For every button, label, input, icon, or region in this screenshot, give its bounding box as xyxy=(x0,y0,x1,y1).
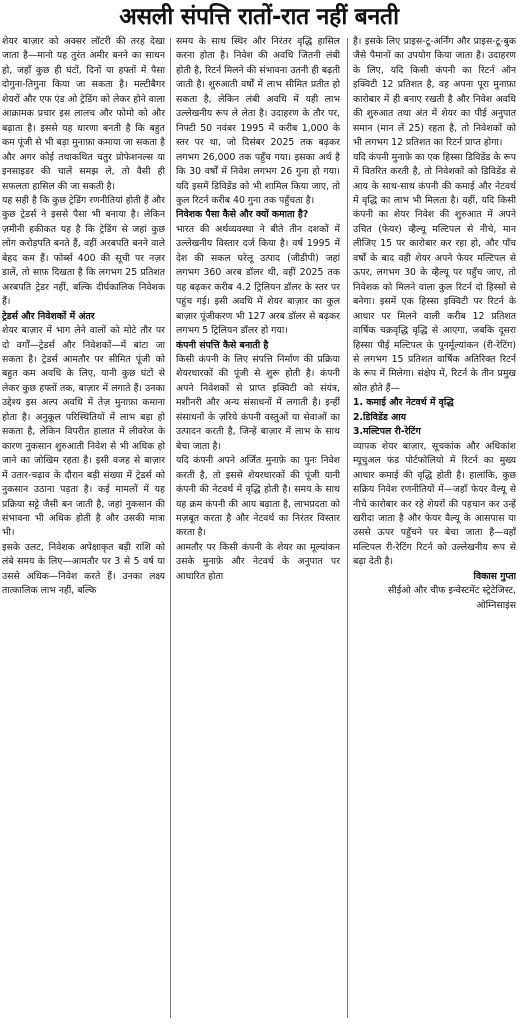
paragraph: व्यापक शेयर बाज़ार, सूचकांक और अधिकांश म्यूचुअल फंड पोर्टफोलियो में रिटर्न का मुख्य आधार कमाई की वृद्धि होती है। हालांकि, कुछ सक्रिय निवेश रणनीतियों में—जहाँ फेयर वैल्यू से नीचे कारोबार कर रहे शेयरों की पहचान कर उन्हें खरीदा जाता है और फेयर वैल्यू के आसपास या उससे ऊपर पहुँचने पर बेचा जाता है—वहाँ मल्टिपल री-रेटिंग रिटर्न को उल्लेखनीय रूप से बढ़ा देती है। xyxy=(353,440,516,568)
headline: असली संपत्ति रातों-रात नहीं बनती xyxy=(119,4,399,30)
article-column-1 xyxy=(2,35,165,1020)
paragraph: समय के साथ स्थिर और निरंतर वृद्धि हासिल करना होता है। निवेश की अवधि जितनी लंबी होती है, रिटर्न मिलने की संभावना उतनी ही बढ़ती जाती है। शुरुआती वर्षों में लाभ सीमित प्रतीत हो सकता है, लेकिन लंबी अवधि में यही लाभ उल्लेखनीय रूप ले लेता है। उदाहरण के तौर पर, निफ्टी 50 नवंबर 1995 में करीब 1,000 के स्तर पर था, जो दिसंबर 2025 तक बढ़कर लगभग 26,000 तक पहुँच गया। इसका अर्थ है कि 30 वर्षों में निवेश लगभग 26 गुना हो गया। यदि इसमें डिविडेंड को भी शामिल किया जाए, तो कुल रिटर्न करीब 40 गुना तक पहुँचता है। xyxy=(176,36,340,206)
subheading: निवेशक पैसा कैसे और क्यों कमाता है? xyxy=(176,209,309,221)
author-role: सीईओ और चीफ इन्वेस्टमेंट स्ट्रेटेजिस्ट, ओम्निसाइंस xyxy=(388,585,516,611)
paragraph: है। इसके लिए प्राइस-टू-अर्निंग और प्राइस-टू-बुक जैसे पैमानों का उपयोग किया जाता है। उदाहरण के लिए, यदि किसी कंपनी का रिटर्न ऑन इक्विटी 12 प्रतिशत है, वह अपना पूरा मुनाफ़ा कारोबार में ही बनाए रखती है और निवेश अवधि की शुरुआत तथा अंत में शेयर का पीई अनुपात समान (मान लें 25) रहता है, तो निवेशकों को भी लगभग 12 प्रतिशत का रिटर्न प्राप्त होगा। xyxy=(353,36,516,149)
paragraph: शेयर बाज़ार को अक्सर लॉटरी की तरह देखा जाता है—मानो यह तुरंत अमीर बनने का साधन हो, जहाँ कुछ ही घंटों, दिनों या हफ्तों में पैसा दोगुना-तिगुना किया जा सकता है। मल्टीबैगर शेयरों और एफ एंड ओ ट्रेडिंग को लेकर होने वाला आक्रामक प्रचार इस लालच और फोमो को और बढ़ाता है। इससे यह धारणा बनती है कि बहुत कम पूंजी से भी बड़ा मुनाफ़ा कमाया जा सकता है और अगर कोई तथाकथित चतुर प्रोफेशनल्स या इनसाइडर की चालें समझ ले, तो वैसी ही सफलता हासिल की जा सकती है। xyxy=(2,36,165,192)
paragraph: आमतौर पर किसी कंपनी के शेयर का मूल्यांकन उसके मुनाफ़े और नेटवर्थ के अनुपात पर आधारित होता xyxy=(176,541,340,582)
article-column-3 xyxy=(353,35,516,1020)
paragraph: इसके उलट, निवेशक अपेक्षाकृत बड़ी राशि को लंबे समय के लिए—आमतौर पर 3 से 5 वर्ष या उससे अधिक—निवेश करते हैं। उनका लक्ष्य तात्कालिक लाभ नहीं, बल्कि xyxy=(2,541,165,597)
column-divider xyxy=(347,38,348,1018)
paragraph: यदि कंपनी मुनाफ़े का एक हिस्सा डिविडेंड के रूप में वितरित करती है, तो निवेशकों को डिविडेंड से आय के साथ-साथ कंपनी की कमाई और नेटवर्थ में वृद्धि का लाभ भी मिलता है। वहीं, यदि किसी कंपनी का शेयर निवेश की शुरुआत में अपने उचित (फेयर) व्हैल्यू मल्टिपल से नीचे, मान लीजिए 15 पर कारोबार कर रहा हो, और पाँच वर्षों के बाद वही शेयर अपने फेयर मल्टिपल से ऊपर, लगभग 30 के व्हैल्यू पर पहुँच जाए, तो निवेशक को मिलने वाला कुल रिटर्न दो हिस्सों से बनेगा। इसमें एक हिस्सा इक्विटी पर रिटर्न के आधार पर मिलने वाली करीब 12 प्रतिशत वार्षिक चक्रवृद्धि वृद्धि से आएगा, जबकि दूसरा हिस्सा पीई मल्टिपल के पुनर्मूल्यांकन (री-रेटिंग) से लगभग 15 प्रतिशत वार्षिक अतिरिक्त रिटर्न के रूप में मिलेगा। संक्षेप में, रिटर्न के तीन प्रमुख स्रोत होते हैं— xyxy=(353,151,516,394)
author-byline xyxy=(353,570,516,584)
subheading: ट्रेडर्स और निवेशकों में अंतर xyxy=(2,310,95,322)
paragraph: भारत की अर्थव्यवस्था ने बीते तीन दशकों में उल्लेखनीय विस्तार दर्ज किया है। वर्ष 1995 में देश की सकल घरेलू उत्पाद (जीडीपी) जहां लगभग 360 अरब डॉलर थी, वहीं 2025 तक यह बढ़कर करीब 4.2 ट्रिलियन डॉलर के स्तर पर पहुंच गई। इसी अवधि में शेयर बाज़ार का कुल बाज़ार पूंजीकरण भी 127 अरब डॉलर से बढ़कर लगभग 5 ट्रिलियन डॉलर हो गया। xyxy=(176,223,340,337)
author-name: विकास गुप्ता xyxy=(473,570,516,582)
subheading: कंपनी संपत्ति कैसे बनाती है xyxy=(176,339,269,351)
paragraph: यदि कंपनी अपने अर्जित मुनाफ़े का पुनः निवेश करती है, तो इससे शेयरधारकों की पूंजी यानी कंपनी की नेटवर्थ में वृद्धि होती है। समय के साथ यह क्रम कंपनी की आय बढ़ाता है, लाभप्रदता को मज़बूत करता है और नेटवर्थ का निरंतर विस्तार करता है। xyxy=(176,455,340,539)
list-item: 3.मल्टिपल री-रेटिंग xyxy=(353,426,421,438)
column-divider xyxy=(170,38,171,1018)
paragraph: शेयर बाज़ार में भाग लेने वालों को मोटे तौर पर दो वर्गों—ट्रेडर्स और निवेशकों—में बांटा जा सकता है। ट्रेडर्स आमतौर पर सीमित पूंजी को बहुत कम अवधि के लिए, यानी कुछ घंटों से लेकर कुछ हफ्तों तक, बाज़ार में लगाते हैं। उनका उद्देश्य इस अल्प अवधि में तेज़ मुनाफ़ा कमाना होता है। अनुकूल परिस्थितियों में लाभ बड़ा हो सकता है, लेकिन विपरीत हालात में लीवरेज के कारण नुकसान शुरुआती निवेश से भी अधिक हो जाने का जोखिम रहता है। इसी वजह से बाज़ार में उतार-चढ़ाव के दौरान बड़ी संख्या में ट्रेडर्स को नुकसान उठाना पड़ता है। कई मामलों में यह प्रक्रिया सट्टे जैसी बन जाती है, जहां नुकसान की संभावना भी अधिक होती है और उसकी मात्रा भी। xyxy=(2,325,165,539)
list-item: 2.डिविडेंड आय xyxy=(353,411,407,423)
article-column-2 xyxy=(176,35,340,1020)
paragraph: यह सही है कि कुछ ट्रेडिंग रणनीतियां होती हैं और कुछ ट्रेडर्स ने इससे पैसा भी बनाया है। लेकिन ज़मीनी हकीकत यह है कि ट्रेडिंग से जहां कुछ लोग करोड़पति बनते हैं, वहीं अरबपति बनने वाले बेहद कम हैं। फोर्ब्स 400 की सूची पर नज़र डालें, तो साफ़ दिखता है कि लगभग 25 प्रतिशत अरबपति ट्रेडर नहीं, बल्कि दीर्घकालिक निवेशक हैं। xyxy=(2,194,165,308)
list-item: 1. कमाई और नेटवर्थ में वृद्धि xyxy=(353,397,454,409)
paragraph: किसी कंपनी के लिए संपत्ति निर्माण की प्रक्रिया शेयरधारकों की पूंजी से शुरू होती है। कंपनी अपने निवेशकों से प्राप्त इक्विटी को संयंत्र, मशीनरी और अन्य संसाधनों में लगाती है। इन्हीं संसाधनों के ज़रिये कंपनी वस्तुओं या सेवाओं का उत्पादन करती है, जिन्हें बाज़ार में लाभ के साथ बेचा जाता है। xyxy=(176,353,340,452)
